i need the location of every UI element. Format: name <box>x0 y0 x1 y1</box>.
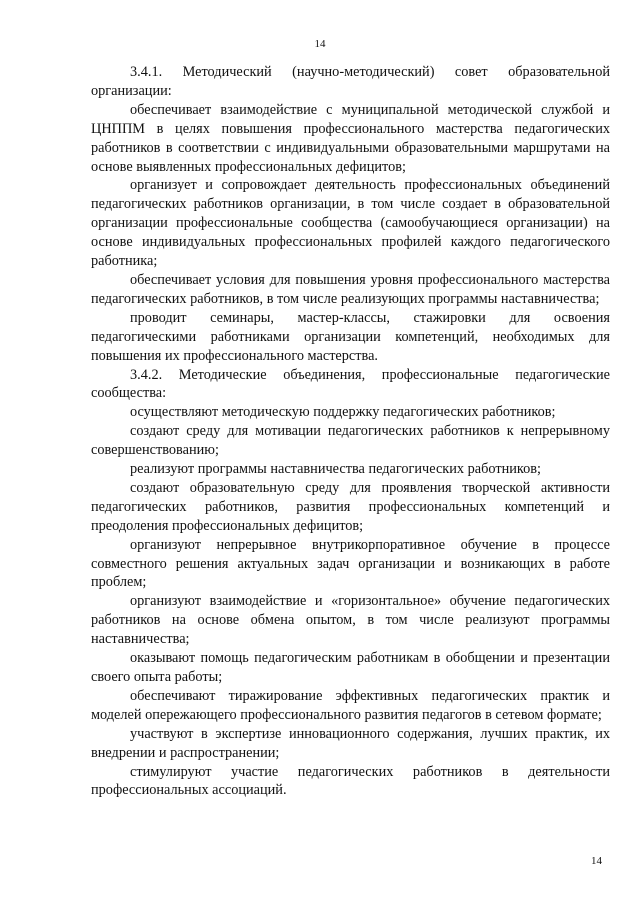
list-item: создают образовательную среду для проявления творческой активности педагогических работников, развития профессиональных компетенций и преодоления профессиональных дефицитов; <box>91 479 610 534</box>
list-item: реализуют программы наставничества педагогических работников; <box>130 461 541 478</box>
list-item: стимулируют участие педагогических работников в деятельности профессиональных ассоциаций. <box>91 763 610 799</box>
list-item: осуществляют методическую поддержку педагогических работников; <box>130 404 556 421</box>
list-item: создают среду для мотивации педагогических работников к непрерывному совершенствованию; <box>91 423 610 459</box>
list-item: обеспечивают тиражирование эффективных педагогических практик и моделей опережающего профессионального развития педагогов в сетевом формате; <box>91 687 610 723</box>
list-item: проводит семинары, мастер-классы, стажировки для освоения педагогическими работниками организации компетенций, необходимых для повышения их профессионального мастерства. <box>91 309 610 364</box>
list-item: участвуют в экспертизе инновационного содержания, лучших практик, их внедрении и распространении; <box>91 725 610 761</box>
section-heading-3-4-1: 3.4.1. Методический (научно-методический) совет образовательной организации: <box>91 64 610 99</box>
list-item: организуют непрерывное внутрикорпоративное обучение в процессе совместного решения актуальных задач организации и возникающих в работе проблем; <box>91 536 610 591</box>
list-item: обеспечивает взаимодействие с муниципальной методической службой и ЦНППМ в целях повышения профессионального мастерства педагогических работников в соответствии с индивидуальными образовательными маршрутами на основе выявленных профессиональных дефицитов; <box>91 101 610 175</box>
page-number-bottom: 14 <box>591 855 602 867</box>
page-number-top: 14 <box>314 38 326 50</box>
list-item: организуют взаимодействие и «горизонтальное» обучение педагогических работников на основе обмена опытом, в том числе реализуют программы наставничества; <box>91 593 610 648</box>
section-heading-3-4-2: 3.4.2. Методические объединения, профессиональные педагогические сообщества: <box>91 366 610 402</box>
list-item: организует и сопровождает деятельность профессиональных объединений педагогических работников организации, в том числе создает в образовательной организации профессиональные сообщества (самообучающиеся организации) на основе индивидуальных профессиональных профилей каждого педагогического работника; <box>91 177 610 270</box>
list-item: оказывают помощь педагогическим работникам в обобщении и презентации своего опыта работы; <box>91 650 610 685</box>
document-body <box>91 63 610 800</box>
list-item: обеспечивает условия для повышения уровня профессионального мастерства педагогических работников, в том числе реализующих программы наставничества; <box>91 271 610 307</box>
